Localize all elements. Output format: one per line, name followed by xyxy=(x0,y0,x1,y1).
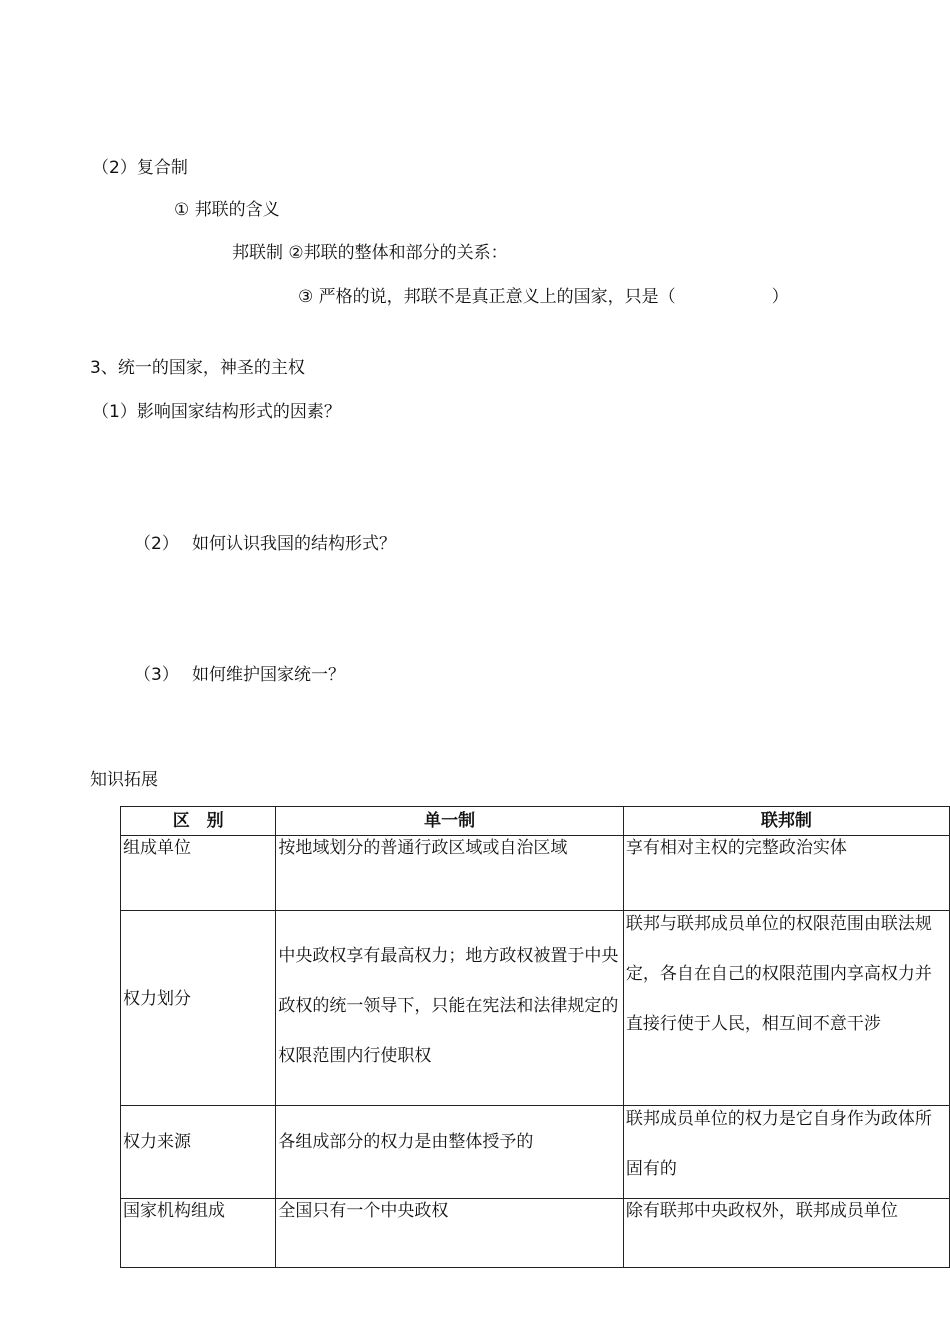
item-confederation-not-state xyxy=(298,285,789,309)
question-number: （3） xyxy=(134,665,179,685)
table-row xyxy=(121,1199,950,1268)
closing-paren: ） xyxy=(771,287,789,307)
row-label: 权力划分 xyxy=(123,989,191,1009)
question-our-structure xyxy=(134,532,396,556)
subsection-heading-compound-system: （2）复合制 xyxy=(92,158,188,178)
row-label: 组成单位 xyxy=(121,836,276,911)
question-text: 如何认识我国的结构形式？ xyxy=(192,534,396,554)
header-federal: 联邦制 xyxy=(623,807,949,836)
question-maintain-unity xyxy=(134,663,345,687)
question-factors: （1）影响国家结构形式的因素？ xyxy=(92,402,341,422)
table-header-row xyxy=(121,807,950,836)
federal-cell: 除有联邦中央政权外，联邦成员单位 xyxy=(623,1199,949,1268)
section-heading-unified-state: 3、统一的国家，神圣的主权 xyxy=(90,358,305,378)
question-text: 如何维护国家统一？ xyxy=(192,665,345,685)
federal-text: 联邦与联邦成员单位的权限范围由联法规定，各自在自己的权限范围内享高权力并直接行使于人民，相互间不意干涉 xyxy=(625,914,932,1034)
federal-cell xyxy=(623,1106,949,1199)
unitary-cell xyxy=(276,911,623,1106)
unitary-cell: 全国只有一个中央政权 xyxy=(276,1199,623,1268)
row-label: 国家机构组成 xyxy=(121,1199,276,1268)
table-row xyxy=(121,911,950,1106)
unitary-text: 各组成部分的权力是由整体授予的 xyxy=(278,1132,534,1152)
header-unitary: 单一制 xyxy=(276,807,623,836)
row-label: 权力来源 xyxy=(123,1132,191,1152)
unitary-cell xyxy=(276,1106,623,1199)
table-row xyxy=(121,1106,950,1199)
knowledge-extension-heading: 知识拓展 xyxy=(90,770,158,790)
row-label-cell xyxy=(121,1106,276,1199)
unitary-text: 中央政权享有最高权力；地方政权被置于中央政权的统一领导下，只能在宪法和法律规定的权限范围内行使职权 xyxy=(278,946,619,1066)
federal-text: 联邦成员单位的权力是它自身作为政体所固有的 xyxy=(625,1109,932,1179)
federal-cell: 享有相对主权的完整政治实体 xyxy=(623,836,949,911)
federal-cell xyxy=(623,911,949,1106)
item-confederation-not-state-text: ③ 严格的说，邦联不是真正意义上的国家，只是（ xyxy=(298,287,676,307)
row-label-cell xyxy=(121,911,276,1106)
unitary-cell: 按地域划分的普通行政区域或自治区域 xyxy=(276,836,623,911)
item-confederation-meaning: ① 邦联的含义 xyxy=(174,200,280,220)
header-difference: 区 别 xyxy=(121,807,276,836)
comparison-table xyxy=(120,806,950,1268)
question-number: （2） xyxy=(134,534,179,554)
table-row xyxy=(121,836,950,911)
item-confederation-relation: 邦联制 ②邦联的整体和部分的关系： xyxy=(232,243,508,263)
